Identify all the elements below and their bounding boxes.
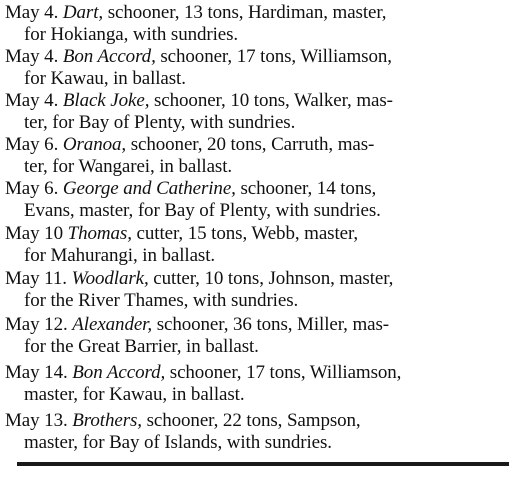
- vessel-name: Bon Accord,: [72, 362, 166, 383]
- entry-first-line: [5, 90, 508, 112]
- list-item: [5, 362, 508, 406]
- list-item: [5, 268, 508, 312]
- section-divider: [17, 462, 509, 466]
- list-item: [5, 410, 508, 454]
- entry-first-line: [5, 268, 508, 290]
- entry-date: May 6.: [5, 178, 59, 199]
- entry-details: schooner, 36 tons, Miller, mas-: [156, 314, 390, 335]
- entry-details: schooner, 14 tons,: [240, 178, 377, 199]
- entry-details: schooner, 10 tons, Walker, mas-: [154, 90, 393, 111]
- entry-first-line: [5, 362, 508, 384]
- entry-details: schooner, 17 tons, Williamson,: [169, 362, 402, 383]
- entry-details: cutter, 15 tons, Webb, master,: [136, 223, 359, 244]
- entry-continuation: for the Great Barrier, in ballast.: [24, 336, 259, 357]
- entry-details: schooner, 13 tons, Hardiman, master,: [107, 2, 387, 23]
- entry-date: May 12.: [5, 314, 68, 335]
- vessel-name: George and Catherine,: [62, 178, 236, 199]
- entry-details: schooner, 22 tons, Sampson,: [146, 410, 361, 431]
- entry-continuation: for the River Thames, with sundries.: [24, 290, 299, 311]
- list-item: [5, 134, 508, 178]
- entry-first-line: [5, 410, 508, 432]
- vessel-name: Brothers,: [72, 410, 142, 431]
- list-item: [5, 2, 508, 46]
- entry-first-line: [5, 223, 508, 245]
- entry-date: May 10: [5, 223, 63, 244]
- entry-first-line: [5, 134, 508, 156]
- vessel-name: Bon Accord,: [62, 46, 156, 67]
- list-item: [5, 90, 508, 134]
- entry-continuation: ter, for Wangarei, in ballast.: [24, 156, 233, 177]
- entry-date: May 4.: [5, 2, 59, 23]
- vessel-name: Black Joke,: [62, 90, 150, 111]
- vessel-name: Oranoa,: [62, 134, 127, 155]
- vessel-name: Alexander,: [72, 314, 153, 335]
- entry-first-line: [5, 2, 508, 24]
- entry-date: May 14.: [5, 362, 68, 383]
- entry-first-line: [5, 46, 508, 68]
- entry-details: cutter, 10 tons, Johnson, master,: [153, 268, 394, 289]
- entry-date: May 4.: [5, 90, 59, 111]
- entry-continuation: for Mahurangi, in ballast.: [24, 245, 216, 266]
- entry-continuation: for Hokianga, with sundries.: [24, 24, 239, 45]
- vessel-name: Thomas,: [67, 223, 132, 244]
- entry-details: schooner, 17 tons, Williamson,: [160, 46, 392, 67]
- entry-date: May 11.: [5, 268, 67, 289]
- vessel-name: Woodlark,: [71, 268, 149, 289]
- entry-first-line: [5, 314, 508, 336]
- entry-date: May 4.: [5, 46, 59, 67]
- entry-date: May 13.: [5, 410, 68, 431]
- list-item: [5, 46, 508, 90]
- entry-continuation: master, for Bay of Islands, with sundries.: [24, 432, 332, 453]
- entry-continuation: for Kawau, in ballast.: [24, 68, 186, 89]
- list-item: [5, 223, 508, 267]
- entry-continuation: master, for Kawau, in ballast.: [24, 384, 245, 405]
- entry-continuation: Evans, master, for Bay of Plenty, with sundries.: [24, 200, 381, 221]
- list-item: [5, 178, 508, 222]
- entry-details: schooner, 20 tons, Carruth, mas-: [130, 134, 375, 155]
- vessel-name: Dart,: [62, 2, 104, 23]
- entry-date: May 6.: [5, 134, 59, 155]
- entry-first-line: [5, 178, 508, 200]
- list-item: [5, 314, 508, 358]
- entry-continuation: ter, for Bay of Plenty, with sundries.: [24, 112, 296, 133]
